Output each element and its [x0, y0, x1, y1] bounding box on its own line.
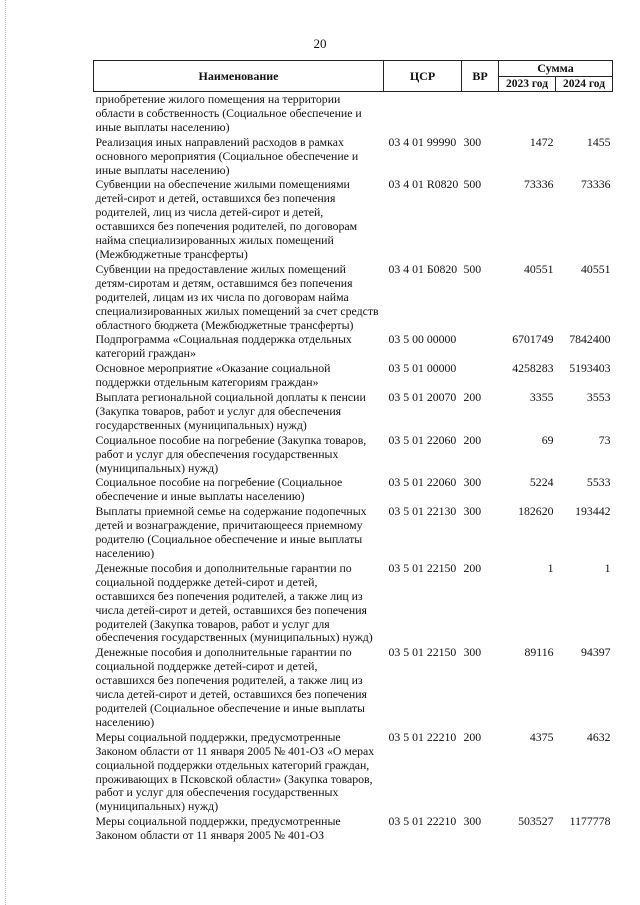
table-row — [94, 476, 613, 505]
cell-2023: 182620 — [518, 504, 554, 519]
cell-2023: 4375 — [529, 729, 554, 744]
table-row — [94, 362, 613, 391]
cell-2024: 5193403 — [569, 361, 611, 376]
cell-2023: 4258283 — [512, 361, 554, 376]
budget-table — [93, 60, 613, 844]
header-name: Наименование — [94, 61, 384, 92]
cell-2024 — [556, 92, 613, 136]
cell-name: Субвенции на обеспечение жилыми помещениями детей-сирот и детей, оставшихся без попечения родителей, лиц из числа детей-сирот и детей, оставшихся без попечения родителей, по договорам найма специализированных жилых помещений (Межбюджетные трансферты) — [95, 177, 358, 261]
cell-name: приобретение жилого помещения на территории области в собственность (Социальное обеспечение и иные выплаты населению) — [95, 92, 362, 134]
cell-2024: 1177778 — [569, 814, 611, 829]
cell-csr: 03 5 01 22060 — [388, 475, 457, 490]
cell-2023: 1 — [547, 560, 554, 575]
cell-name: Реализация иных направлений расходов в рамках основного мероприятия (Социальное обеспечение и иные выплаты населению) — [95, 134, 359, 177]
cell-2024: 5533 — [586, 475, 611, 490]
table-row — [94, 731, 613, 815]
cell-csr: 03 4 01 R0820 — [388, 177, 459, 192]
cell-csr: 03 5 01 22150 — [388, 645, 457, 660]
cell-2023 — [499, 92, 556, 136]
cell-csr — [384, 92, 462, 136]
cell-vr: 300 — [463, 134, 482, 149]
cell-csr: 03 5 01 22210 — [388, 729, 457, 744]
cell-name: Субвенции на предоставление жилых помещений детям-сиротам и детям, оставшимся без попечения родителей, лицам из их числа по договорам найма специализированных жилых помещений за счет средств областного бюджета (Межбюджетные трансферты) — [95, 261, 379, 332]
cell-2024: 73 — [598, 432, 611, 447]
cell-vr: 300 — [463, 645, 482, 660]
cell-name: Социальное пособие на погребение (Закупка товаров, работ и услуг для обеспечения государственных (муниципальных) нужд) — [95, 432, 367, 475]
cell-csr: 03 5 01 22060 — [388, 432, 457, 447]
cell-name: Денежные пособия и дополнительные гарантии по социальной поддержке детей-сирот и детей, оставшихся без попечения родителей, а также лиц из числа детей-сирот и детей, оставшихся без попечения родителей (Закупка товаров, работ и услуг для обеспечения государственных (муниципальных) нужд) — [95, 560, 373, 645]
header-vr: ВР — [462, 61, 499, 92]
cell-2024: 94397 — [581, 645, 611, 660]
cell-2023: 6701749 — [512, 332, 554, 347]
cell-name: Основное мероприятие «Оказание социальной поддержки отдельным категориям граждан» — [95, 361, 331, 390]
cell-vr: 200 — [463, 432, 482, 447]
cell-2023: 1472 — [529, 134, 554, 149]
cell-2024: 73336 — [581, 177, 611, 192]
table-row — [94, 263, 613, 334]
cell-name: Социальное пособие на погребение (Социальное обеспечение и иные выплаты населению) — [95, 475, 343, 504]
cell-2024: 193442 — [575, 504, 611, 519]
cell-csr: 03 4 01 Б0820 — [388, 261, 458, 276]
table-row — [94, 434, 613, 477]
page-number: 20 — [313, 36, 327, 51]
cell-vr: 300 — [463, 814, 482, 829]
cell-csr: 03 5 01 00000 — [388, 361, 457, 376]
cell-2024: 3553 — [586, 390, 611, 405]
cell-2024: 1455 — [586, 134, 611, 149]
cell-vr: 200 — [463, 560, 482, 575]
cell-2024: 1 — [604, 560, 611, 575]
table-row — [94, 178, 613, 262]
cell-vr: 200 — [463, 390, 482, 405]
cell-name: Денежные пособия и дополнительные гарантии по социальной поддержке детей-сирот и детей, оставшихся без попечения родителей, а также лиц из числа детей-сирот и детей, оставшихся без попечения родителей (Социальное обеспечение и иные выплаты населению) — [95, 645, 367, 729]
cell-2023: 5224 — [529, 475, 554, 490]
cell-name: Выплаты приемной семье на содержание подопечных детей и вознаграждение, причитающееся приемному родителю (Социальное обеспечение и иные выплаты населению) — [95, 504, 367, 560]
cell-vr: 500 — [463, 261, 482, 276]
cell-csr: 03 5 00 00000 — [388, 332, 457, 347]
cell-2024: 7842400 — [569, 332, 611, 347]
cell-vr: 200 — [463, 729, 482, 744]
cell-name: Подпрограмма «Социальная поддержка отдельных категорий граждан» — [95, 332, 352, 361]
cell-2023: 3355 — [529, 390, 554, 405]
table-row — [94, 815, 613, 844]
table-row — [94, 646, 613, 730]
cell-2024: 40551 — [581, 261, 611, 276]
table-header — [94, 61, 613, 92]
cell-csr: 03 4 01 99990 — [388, 134, 457, 149]
table-row — [94, 92, 613, 136]
header-sum: Сумма — [499, 61, 613, 77]
cell-vr — [462, 362, 499, 391]
cell-2023: 89116 — [524, 645, 554, 660]
cell-name: Меры социальной поддержки, предусмотренные Законом области от 11 января 2005 № 401-ОЗ «О мерах социальной поддержки отдельных категорий граждан, проживающих в Псковской области» (Закупка товаров, работ и услуг для обеспечения государственных (муниципальных) нужд) — [95, 729, 375, 814]
cell-vr: 500 — [463, 177, 482, 192]
cell-csr: 03 5 01 22150 — [388, 560, 457, 575]
cell-csr: 03 5 01 22210 — [388, 814, 457, 829]
cell-2023: 503527 — [518, 814, 554, 829]
scan-margin-dots — [5, 0, 8, 905]
cell-csr: 03 5 01 22130 — [388, 504, 457, 519]
cell-2023: 73336 — [524, 177, 554, 192]
cell-csr: 03 5 01 20070 — [388, 390, 457, 405]
table-row — [94, 562, 613, 646]
cell-name: Выплата региональной социальной доплаты к пенсии (Закупка товаров, работ и услуг для обеспечения государственных (муниципальных) нужд) — [95, 390, 366, 432]
cell-vr — [462, 92, 499, 136]
table-row — [94, 136, 613, 179]
table-row — [94, 505, 613, 562]
cell-2024: 4632 — [586, 729, 611, 744]
table-body — [94, 92, 613, 845]
cell-2023: 69 — [541, 432, 554, 447]
table-row — [94, 391, 613, 434]
header-year-2023: 2023 год — [499, 77, 556, 92]
budget-table-container — [93, 60, 612, 844]
cell-vr: 300 — [463, 504, 482, 519]
cell-vr: 300 — [463, 475, 482, 490]
cell-name: Меры социальной поддержки, предусмотренные Законом области от 11 января 2005 № 401-ОЗ — [95, 814, 341, 843]
header-csr: ЦСР — [384, 61, 462, 92]
cell-vr — [462, 333, 499, 362]
cell-2023: 40551 — [524, 261, 554, 276]
table-row — [94, 333, 613, 362]
header-year-2024: 2024 год — [556, 77, 613, 92]
